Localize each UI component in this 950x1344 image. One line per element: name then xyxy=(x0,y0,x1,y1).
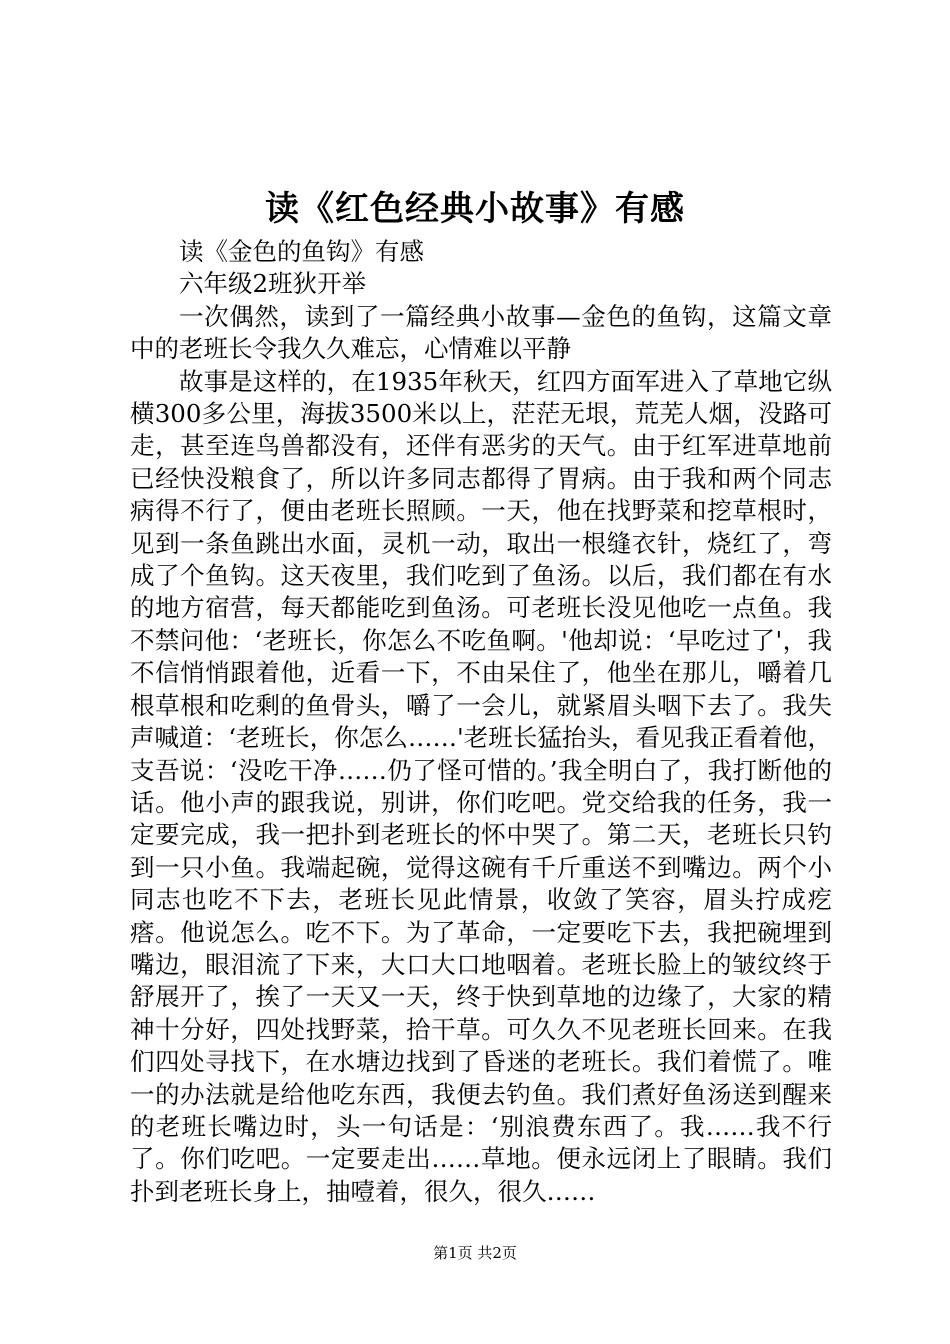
paragraph-author: 六年级2班狄开举 xyxy=(179,269,367,299)
document-body xyxy=(130,236,832,1208)
page-number: 第1页 共2页 xyxy=(433,1244,517,1262)
paragraph-subtitle: 读《金色的鱼钩》有感 xyxy=(179,237,424,266)
paragraph-intro: 一次偶然，读到了一篇经典小故事—金色的鱼钩，这篇文章中的老班长令我久久难忘，心情难以平静 xyxy=(130,301,832,364)
document-title: 读《红色经典小故事》有感 xyxy=(265,189,685,229)
paragraph-story: 故事是这样的，在1935年秋天，红四方面军进入了草地它纵横300多公里，海拔3500米以上，茫茫无垠，荒芜人烟，没路可走，甚至连鸟兽都没有，还伴有恶劣的天气。由于红军进草地前已经快没粮食了，所以许多同志都得了胃病。由于我和两个同志病得不行了，便由老班长照顾。一天，他在找野菜和挖草根时，见到一条鱼跳出水面，灵机一动，取出一根缝衣针，烧红了，弯成了个鱼钩。这天夜里，我们吃到了鱼汤。以后，我们都在有水的地方宿营，每天都能吃到鱼汤。可老班长没见他吃一点鱼。我不禁问他：‘老班长，你怎么不吃鱼啊。'他却说：‘早吃过了'，我不信悄悄跟着他，近看一下，不由呆住了，他坐在那儿，嚼着几根草根和吃剩的鱼骨头，嚼了一会儿，就紧眉头咽下去了。我失声喊道：‘老班长，你怎么……'老班长猛抬头，看见我正看着他，支吾说：‘没吃干净……仍了怪可惜的。’我全明白了，我打断他的话。他小声的跟我说，别讲，你们吃吧。党交给我的任务，我一定要完成，我一把扑到老班长的怀中哭了。第二天，老班长只钓到一只小鱼。我端起碗，觉得这碗有千斤重送不到嘴边。两个小同志也吃不下去，老班长见此情景，收敛了笑容，眉头拧成疙瘩。他说怎么。吃不下。为了革命，一定要吃下去，我把碗埋到嘴边，眼泪流了下来，大口大口地咽着。老班长脸上的皱纹终于舒展开了，挨了一天又一天，终于快到草地的边缘了，大家的精神十分好，四处找野菜，拾干草。可久久不见老班长回来。在我们四处寻找下，在水塘边找到了昏迷的老班长。我们着慌了。唯一的办法就是给他吃东西，我便去钓鱼。我们煮好鱼汤送到醒来的老班长嘴边时，头一句话是：‘别浪费东西了。我……我不行了。你们吃吧。一定要走出……草地。便永远闭上了眼睛。我们扑到老班长身上，抽噎着，很久，很久…… xyxy=(130,366,832,1206)
